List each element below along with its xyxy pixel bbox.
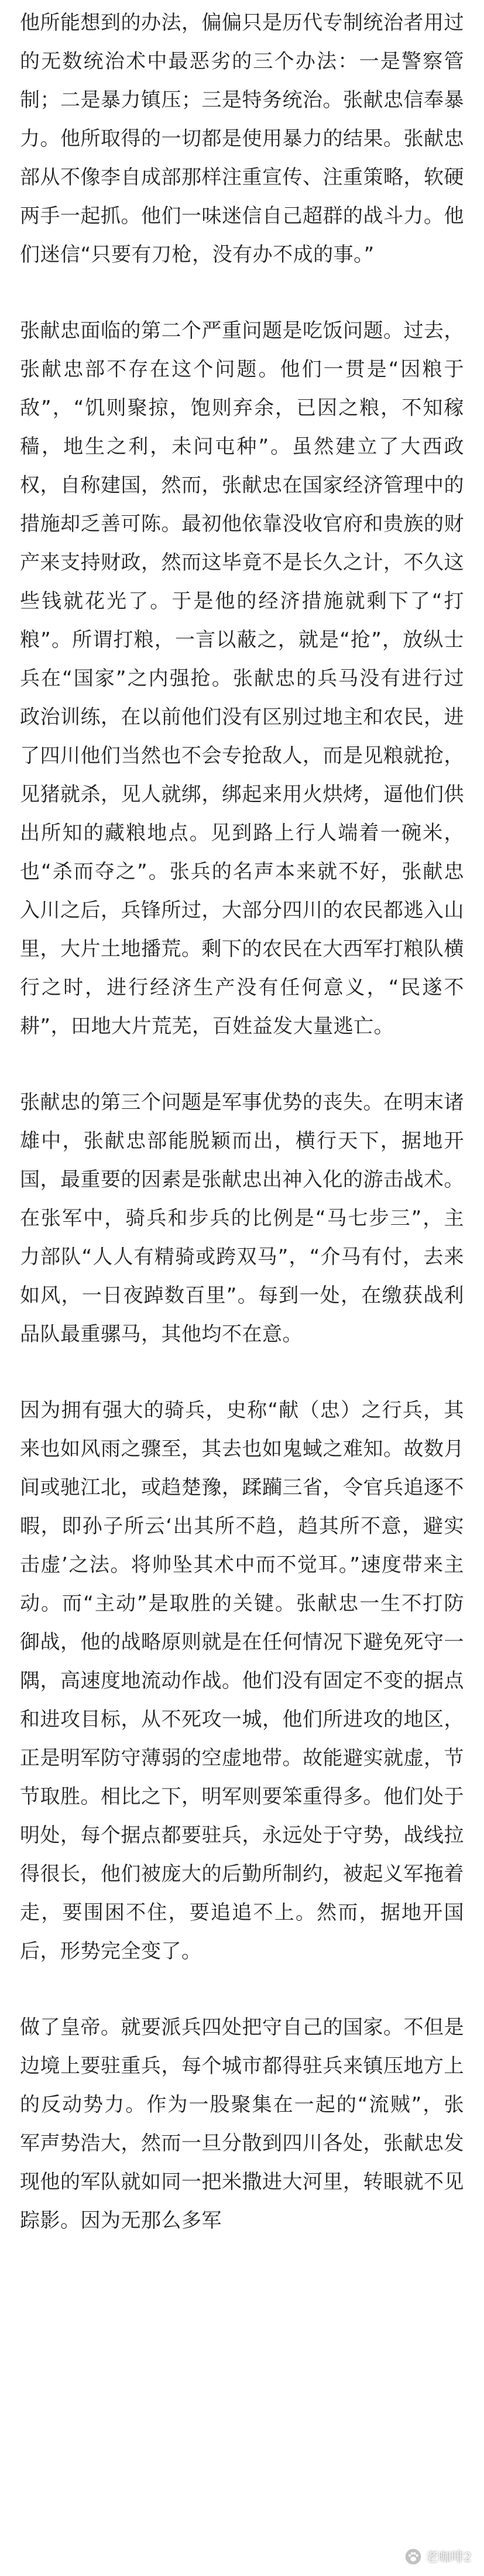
paragraph-1: 他所能想到的办法，偏偏只是历代专制统治者用过的无数统治术中最恶劣的三个办法：一是警察管制；二是暴力镇压；三是特务统治。张献忠信奉暴力。他所取得的一切都是使用暴力的结果。张献忠部从不像李自成部那样注重宣传、注重策略，软硬两手一起抓。他们一味迷信自己超群的战斗力。他们迷信“只要有刀枪，没有办不成的事。” xyxy=(20,11,464,266)
paragraph-4: 因为拥有强大的骑兵，史称“献（忠）之行兵，其来也如风雨之骤至，其去也如鬼蜮之难知。故数月间或驰江北，或趋楚豫，蹂躏三省，令官兵追逐不暇，即孙子所云‘出其所不趋，趋其所不意，避实击虚’之法。将帅坠其术中而不觉耳。”速度带来主动。而“主动”是取胜的关键。张献忠一生不打防御战，他的战略原则就是在任何情况下避免死守一隅，高速度地流动作战。他们没有固定不变的据点和进攻目标，从不死攻一城，他们所进攻的地区，正是明军防守薄弱的空虚地带。故能避实就虚，节节取胜。相比之下，明军则要笨重得多。他们处于明处，每个据点都要驻兵，永远处于守势，战线拉得很长，他们被庞大的后勤所制约，被起义军拖着走，要围困不住，要追追不上。然而，据地开国后，形势完全变了。 xyxy=(20,1399,464,1963)
paragraph-2: 张献忠面临的第二个严重问题是吃饭问题。过去，张献忠部不存在这个问题。他们一贯是“因粮于敌”，“饥则聚掠，饱则弃余，已因之粮，不知稼穑，地生之利，未问屯种”。虽然建立了大西政权，自称建国，然而，张献忠在国家经济管理中的措施却乏善可陈。最初他依靠没收官府和贵族的财产来支持财政，然而这毕竟不是长久之计，不久这些钱就花光了。于是他的经济措施就剩下了“打粮”。所谓打粮，一言以蔽之，就是“抢”，放纵士兵在“国家”之内强抢。张献忠的兵马没有进行过政治训练，在以前他们没有区别过地主和农民，进了四川他们当然也不会专抢敌人，而是见粮就抢，见猪就杀，见人就绑，绑起来用火烘烤，逼他们供出所知的藏粮地点。见到路上行人端着一碗米，也“杀而夺之”。张兵的名声本来就不好，张献忠入川之后，兵锋所过，大部分四川的农民都逃入山里，大片土地播荒。剩下的农民在大西军打粮队横行之时，进行经济生产没有任何意义，“民遂不耕”，田地大片荒芜，百姓益发大量逃亡。 xyxy=(20,319,464,1038)
watermark-text: 老咖啡2 xyxy=(425,2550,471,2564)
paragraph-5: 做了皇帝。就要派兵四处把守自己的国家。不但是边境上要驻重兵，每个城市都得驻兵来镇压地方上的反动势力。作为一股聚集在一起的“流贼”，张军声势浩大，然而一旦分散到四川各处，张献忠发现他的军队就如同一把米撒进大河里，转眼就不见踪影。因为无那么多军 xyxy=(20,2016,464,2232)
paragraph-3: 张献忠的第三个问题是军事优势的丧失。在明末诸雄中，张献忠部能脱颖而出，横行天下，据地开国，最重要的因素是张献忠出神入化的游击战术。在张军中，骑兵和步兵的比例是“马七步三”，主力部队“人人有精骑或跨双马”，“介马有付，去来如风，一日夜踔数百里”。每到一处，在缴获战利品队最重骡马，其他均不在意。 xyxy=(20,1091,464,1346)
